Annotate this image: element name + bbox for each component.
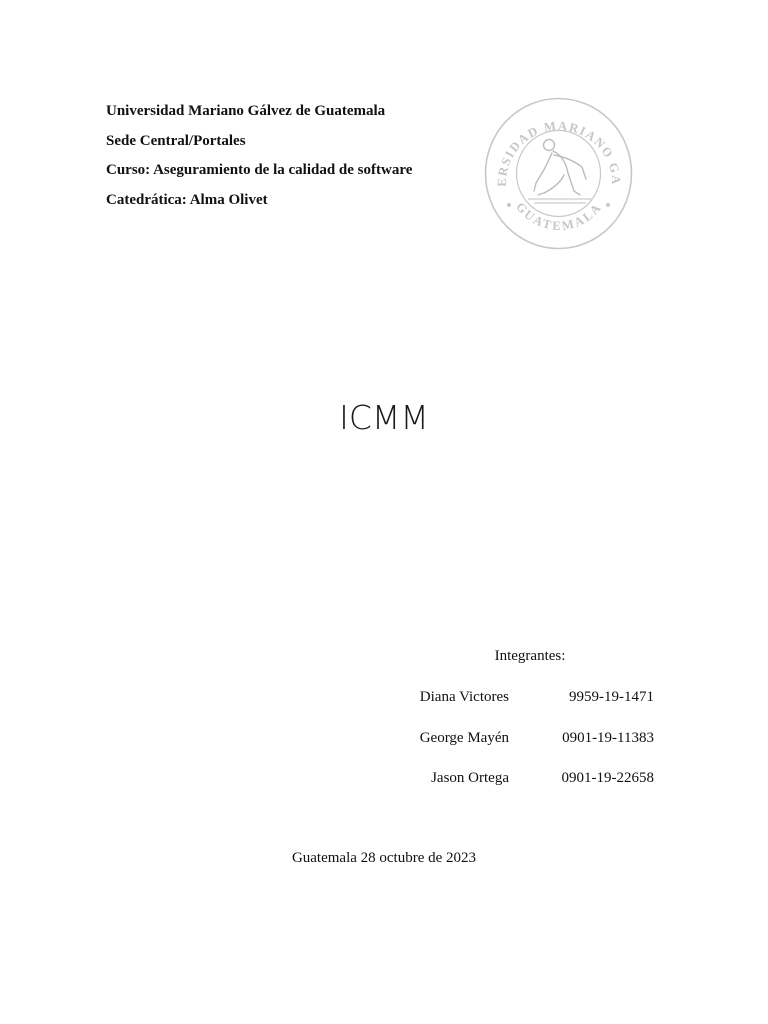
professor-name: Catedrática: Alma Olivet xyxy=(106,191,268,208)
member-id: 9959-19-1471 xyxy=(569,689,654,705)
date-line: Guatemala 28 octubre de 2023 xyxy=(291,850,477,866)
seal-top-text: ERSIDAD MARIANO GA xyxy=(494,118,624,187)
campus-name: Sede Central/Portales xyxy=(106,132,246,149)
university-name: Universidad Mariano Gálvez de Guatemala xyxy=(106,103,386,119)
university-seal-icon xyxy=(482,95,635,252)
member-id: 0901-19-11383 xyxy=(562,730,654,746)
course-name: Curso: Aseguramiento de la calidad de software xyxy=(106,162,413,178)
member-name: George Mayén xyxy=(419,730,509,746)
seal-bottom-text: GUATEMALA xyxy=(513,199,605,234)
member-row xyxy=(400,768,660,788)
members-heading: Integrantes: xyxy=(494,648,566,664)
header-block xyxy=(106,101,466,219)
member-row xyxy=(400,687,660,707)
member-row xyxy=(400,728,660,748)
member-id: 0901-19-22658 xyxy=(561,770,654,786)
member-name: Jason Ortega xyxy=(431,770,509,786)
member-name: Diana Victores xyxy=(419,689,509,705)
document-title: ICMM xyxy=(339,398,429,437)
